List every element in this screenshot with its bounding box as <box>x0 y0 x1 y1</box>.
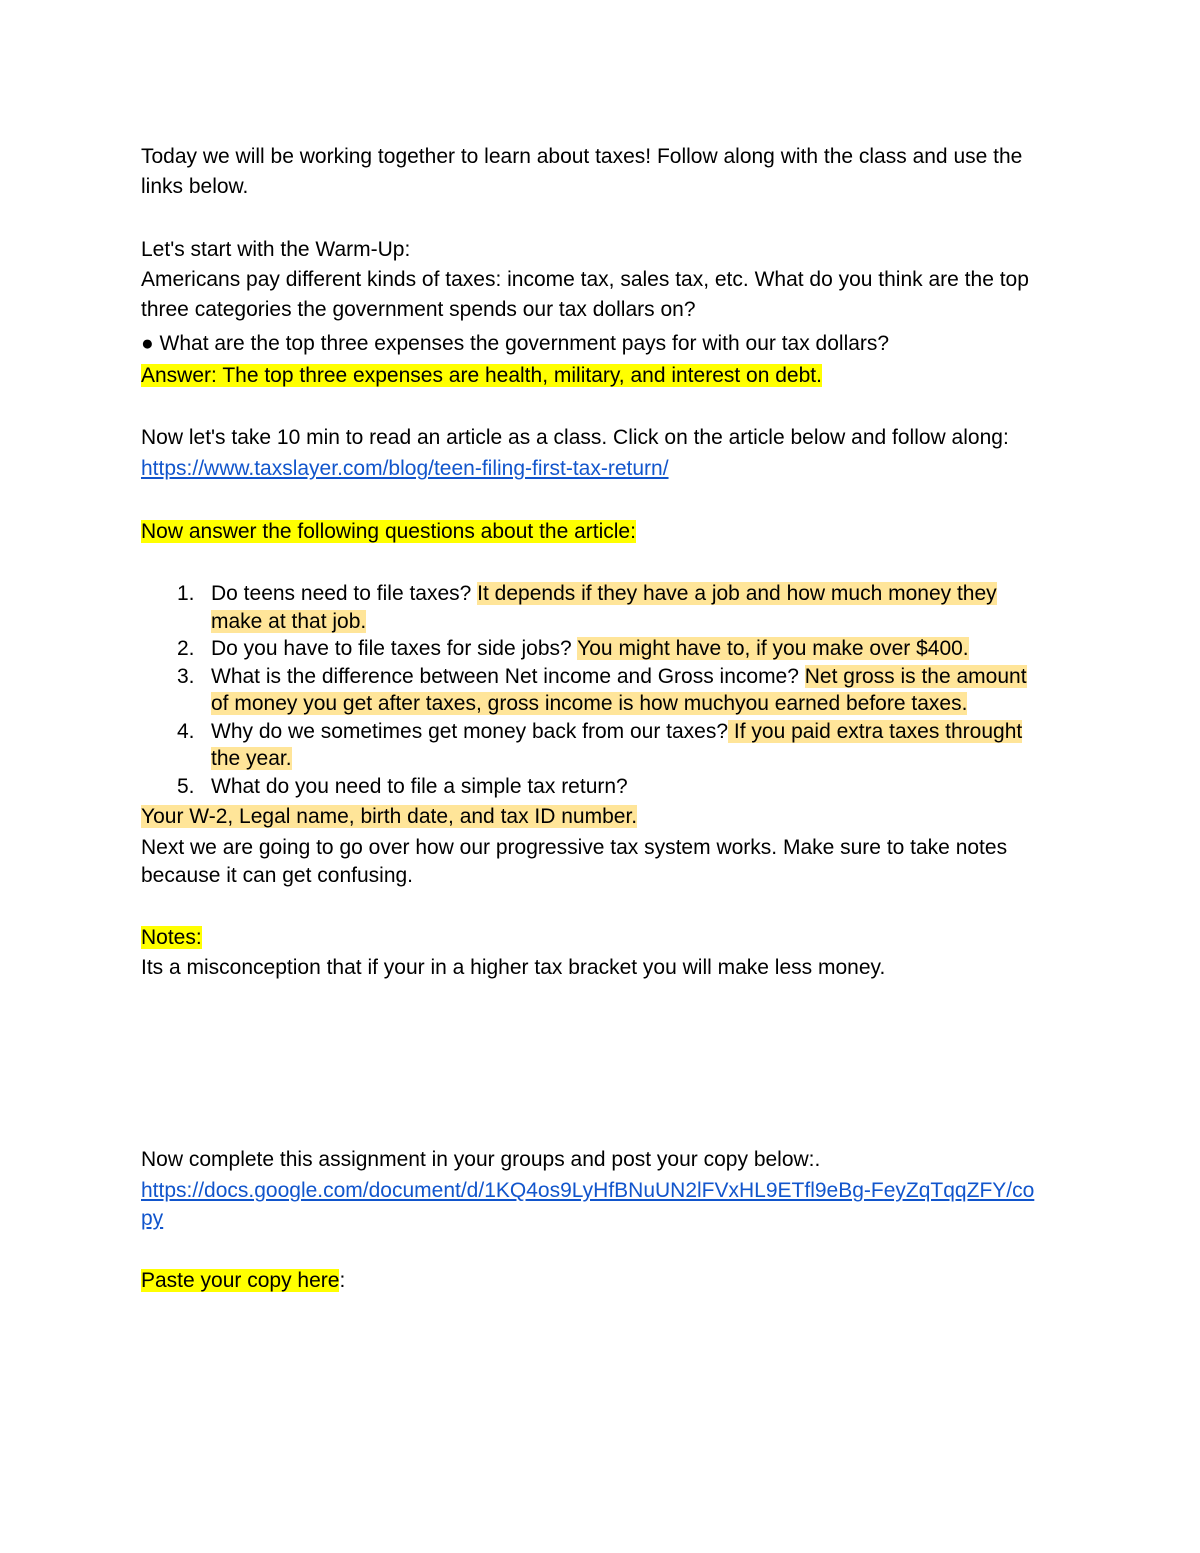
list-item <box>141 663 1041 718</box>
question-list <box>141 580 1041 800</box>
question-number: 2. <box>177 637 195 660</box>
article-link-line <box>141 454 1041 484</box>
progressive-instruction: Next we are going to go over how our progressive tax system works. Make sure to take notes because it can get confusing. <box>141 836 1008 887</box>
article-instruction: Now let's take 10 min to read an article as a class. Click on the article below and follow along: <box>141 426 1009 449</box>
list-item <box>141 718 1041 773</box>
warmup-answer-highlight: Answer: The top three expenses are health, military, and interest on debt. <box>141 364 822 387</box>
notes-text: Its a misconception that if your in a higher tax bracket you will make less money. <box>141 956 886 979</box>
assignment-link[interactable]: https://docs.google.com/document/d/1KQ4os9LyHfBNuUN2lFVxHL9ETfl9eBg-FeyZqTqqZFY/copy <box>141 1179 1035 1230</box>
question-number: 4. <box>177 719 195 743</box>
notes-label-highlight: Notes: <box>141 926 202 949</box>
list-item <box>141 635 1041 663</box>
question-number: 3. <box>177 664 195 688</box>
warmup-prompt: Americans pay different kinds of taxes: income tax, sales tax, etc. What do you think are the top three categories the government spends our tax dollars on? <box>141 268 1029 321</box>
question-text: What is the difference between Net income and Gross income? <box>211 664 805 688</box>
answer-text: It depends if they have a job and how much money they make at that job. <box>211 582 997 633</box>
question-number: 5. <box>177 774 195 798</box>
intro-paragraph: Today we will be working together to learn about taxes! Follow along with the class and use the links below. <box>141 145 1023 198</box>
assignment-instruction: Now complete this assignment in your groups and post your copy below:. <box>141 1148 821 1171</box>
assignment-link-line <box>141 1177 1041 1233</box>
questions-heading <box>141 517 1041 547</box>
answer-text: If you paid extra taxes throught the year. <box>211 719 1023 770</box>
answer-text: Net gross is the amount of money you get after taxes, gross income is how muchyou earned before taxes. <box>211 664 1027 715</box>
paste-label-highlight: Paste your copy here <box>141 1269 340 1292</box>
warmup-bullet: ● What are the top three expenses the government pays for with our tax dollars? <box>141 332 890 355</box>
question-text: Do you have to file taxes for side jobs? <box>211 637 578 660</box>
answer-five <box>141 802 1041 832</box>
warmup-heading: Let's start with the Warm-Up: <box>141 238 411 261</box>
question-text: Why do we sometimes get money back from our taxes? <box>211 719 729 743</box>
paste-colon: : <box>339 1269 346 1292</box>
question-text: Do teens need to file taxes? <box>211 582 478 605</box>
list-item <box>141 580 1041 635</box>
question-number: 1. <box>177 582 195 605</box>
answer-text: You might have to, if you make over $400. <box>577 637 969 660</box>
answer-five-highlight: Your W-2, Legal name, birth date, and tax ID number. <box>141 805 638 828</box>
questions-heading-highlight: Now answer the following questions about the article: <box>141 520 636 543</box>
list-item <box>141 773 1041 801</box>
notes-label <box>141 923 1041 953</box>
warmup-answer <box>141 361 1041 391</box>
question-text: What do you need to file a simple tax return? <box>211 774 628 798</box>
document-body <box>141 142 1041 1296</box>
paste-label <box>141 1266 1041 1296</box>
article-link[interactable]: https://www.taxslayer.com/blog/teen-filing-first-tax-return/ <box>141 457 669 480</box>
